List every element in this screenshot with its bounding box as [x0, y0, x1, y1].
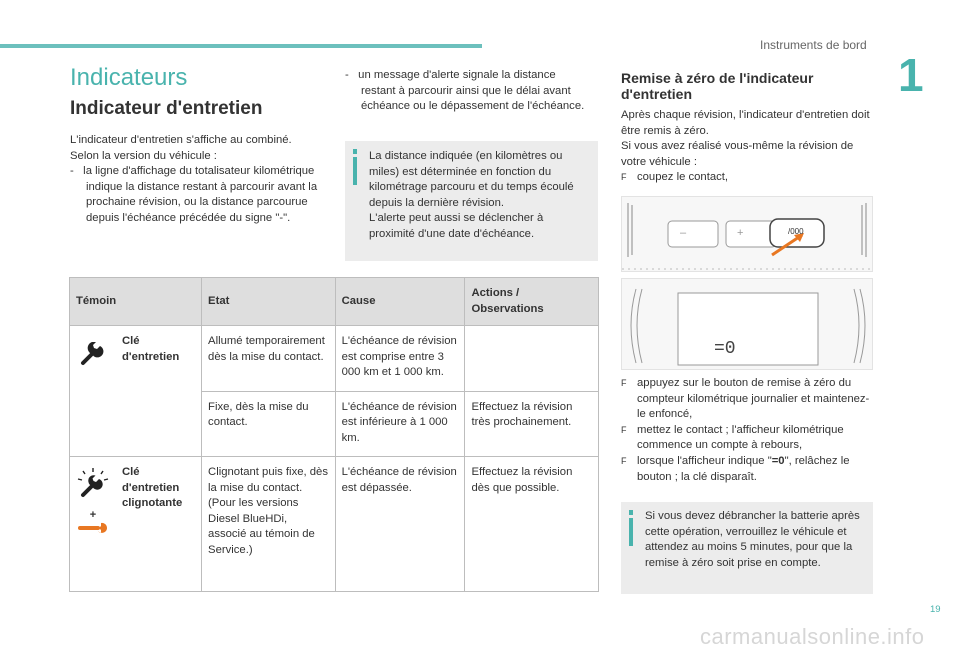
blinking-wrench-icon — [76, 467, 110, 503]
reset-heading-line-2: d'entretien — [621, 86, 693, 102]
step-1 — [621, 170, 873, 186]
row-name: Clé d'entretien — [116, 326, 202, 457]
header-cause: Cause — [335, 278, 465, 326]
cell-cause: L'échéance de révision est comprise entre 3 000 km et 1 000 km. — [335, 326, 465, 392]
cell-etat: Allumé temporairement dès la mise du contact. — [202, 326, 336, 392]
header-accent-bar — [0, 44, 482, 48]
info-box-battery — [621, 502, 873, 594]
info-icon — [353, 149, 357, 185]
wrench-icon — [80, 342, 106, 366]
cell-cause: L'échéance de révision est inférieure à 1 000 km. — [335, 391, 465, 457]
info-alert-text: L'alerte peut aussi se déclencher à proximité d'une date d'échéance. — [369, 212, 544, 240]
step-4 — [621, 454, 873, 485]
reset-heading-line-1: Remise à zéro de l'indicateur — [621, 70, 814, 86]
odometer-display-illustration — [621, 278, 873, 370]
intro-line-1: L'indicateur d'entretien s'affiche au combiné. — [70, 134, 292, 146]
reset-heading — [621, 70, 813, 102]
table-header-row — [70, 278, 599, 326]
header-temoin: Témoin — [70, 278, 202, 326]
header-etat: Etat — [202, 278, 336, 326]
step-1-text: coupez le contact, — [637, 171, 729, 184]
cell-actions — [465, 326, 599, 392]
step-4-text-pre: lorsque l'afficheur indique " — [637, 454, 772, 467]
cell-cause: L'échéance de révision est dépassée. — [335, 457, 465, 592]
step-4-value: =0 — [771, 454, 785, 467]
plus-sign: + — [89, 508, 97, 521]
page-number: 19 — [930, 604, 941, 615]
intro-text — [70, 133, 332, 227]
cell-etat: Clignotant puis fixe, dès la mise du contact. (Pour les versions Diesel BlueHDi, associé au témoin de Service.) — [202, 457, 336, 592]
table-row — [70, 326, 599, 392]
header-actions: Actions / Observations — [465, 278, 599, 326]
minus-label: – — [680, 227, 687, 239]
step-2 — [621, 376, 873, 423]
cell-actions: Effectuez la révision très prochainement. — [465, 391, 599, 457]
indicator-table — [69, 277, 599, 592]
plus-label: + — [737, 227, 744, 239]
step-3-text: mettez le contact ; l'afficheur kilométrique commence un compte à rebours, — [637, 423, 844, 452]
row-name: Clé d'entretien clignotante — [116, 457, 202, 592]
intro-line-2: Selon la version du véhicule : — [70, 149, 217, 162]
reset-paragraph-1: Après chaque révision, l'indicateur d'entretien doit être remis à zéro. — [621, 109, 870, 137]
step-3 — [621, 423, 873, 454]
blinking-wrench-cell — [70, 457, 117, 592]
reset-button-illustration — [621, 196, 873, 272]
reset-button-label: /000 — [788, 227, 804, 236]
reset-intro — [621, 108, 873, 186]
bullet-alert-text: - un message d'alerte signale la distance restant à parcourir ainsi que le délai avant échéance ou le dépassement de l'échéance. — [345, 69, 585, 113]
info-icon — [629, 510, 633, 546]
chapter-number: 1 — [898, 49, 924, 101]
bullet-symbol: F — [621, 424, 627, 435]
bullet-symbol: F — [621, 378, 627, 388]
bullet-symbol: F — [621, 455, 627, 466]
bullet-odometer: - la ligne d'affichage du totalisateur kilométrique indique la distance restant à parcourir avant la prochaine révision, ou la distance parcourue depuis l'échéance précédée du signe "-". — [70, 165, 318, 224]
bullet-symbol: F — [621, 172, 627, 183]
cell-etat: Fixe, dès la mise du contact. — [202, 391, 336, 457]
info-box-distance — [345, 141, 598, 261]
odometer-value: =0 — [714, 339, 736, 359]
orange-wrench-icon — [78, 521, 108, 535]
watermark: carmanualsonline.info — [700, 624, 925, 649]
info-battery-text: Si vous devez débrancher la batterie après cette opération, verrouillez le véhicule et attendez au moins 5 minutes, pour que la remise à zéro soit prise en compte. — [645, 510, 860, 569]
table-row — [70, 457, 599, 592]
reset-paragraph-2: Si vous avez réalisé vous-même la révision de votre véhicule : — [621, 140, 854, 168]
section-title: Instruments de bord — [760, 38, 867, 52]
wrench-cell — [70, 326, 117, 457]
info-distance-text: La distance indiquée (en kilomètres ou miles) est déterminée en fonction du kilométrage parcouru et du temps écoulé depuis la dernière révision. — [369, 150, 574, 209]
bullet-alert — [345, 68, 590, 115]
step-2-text: appuyez sur le bouton de remise à zéro du compteur kilométrique journalier et maintenez-le enfoncé, — [637, 377, 870, 421]
cluster-buttons-drawing — [622, 197, 874, 273]
cell-actions: Effectuez la révision dès que possible. — [465, 457, 599, 592]
page-title: Indicateurs — [70, 64, 188, 91]
step-4-text-post: ", relâchez le bouton ; la clé disparaît. — [637, 454, 850, 483]
reset-steps — [621, 376, 873, 485]
section-heading: Indicateur d'entretien — [70, 98, 263, 119]
odometer-drawing — [622, 279, 874, 371]
